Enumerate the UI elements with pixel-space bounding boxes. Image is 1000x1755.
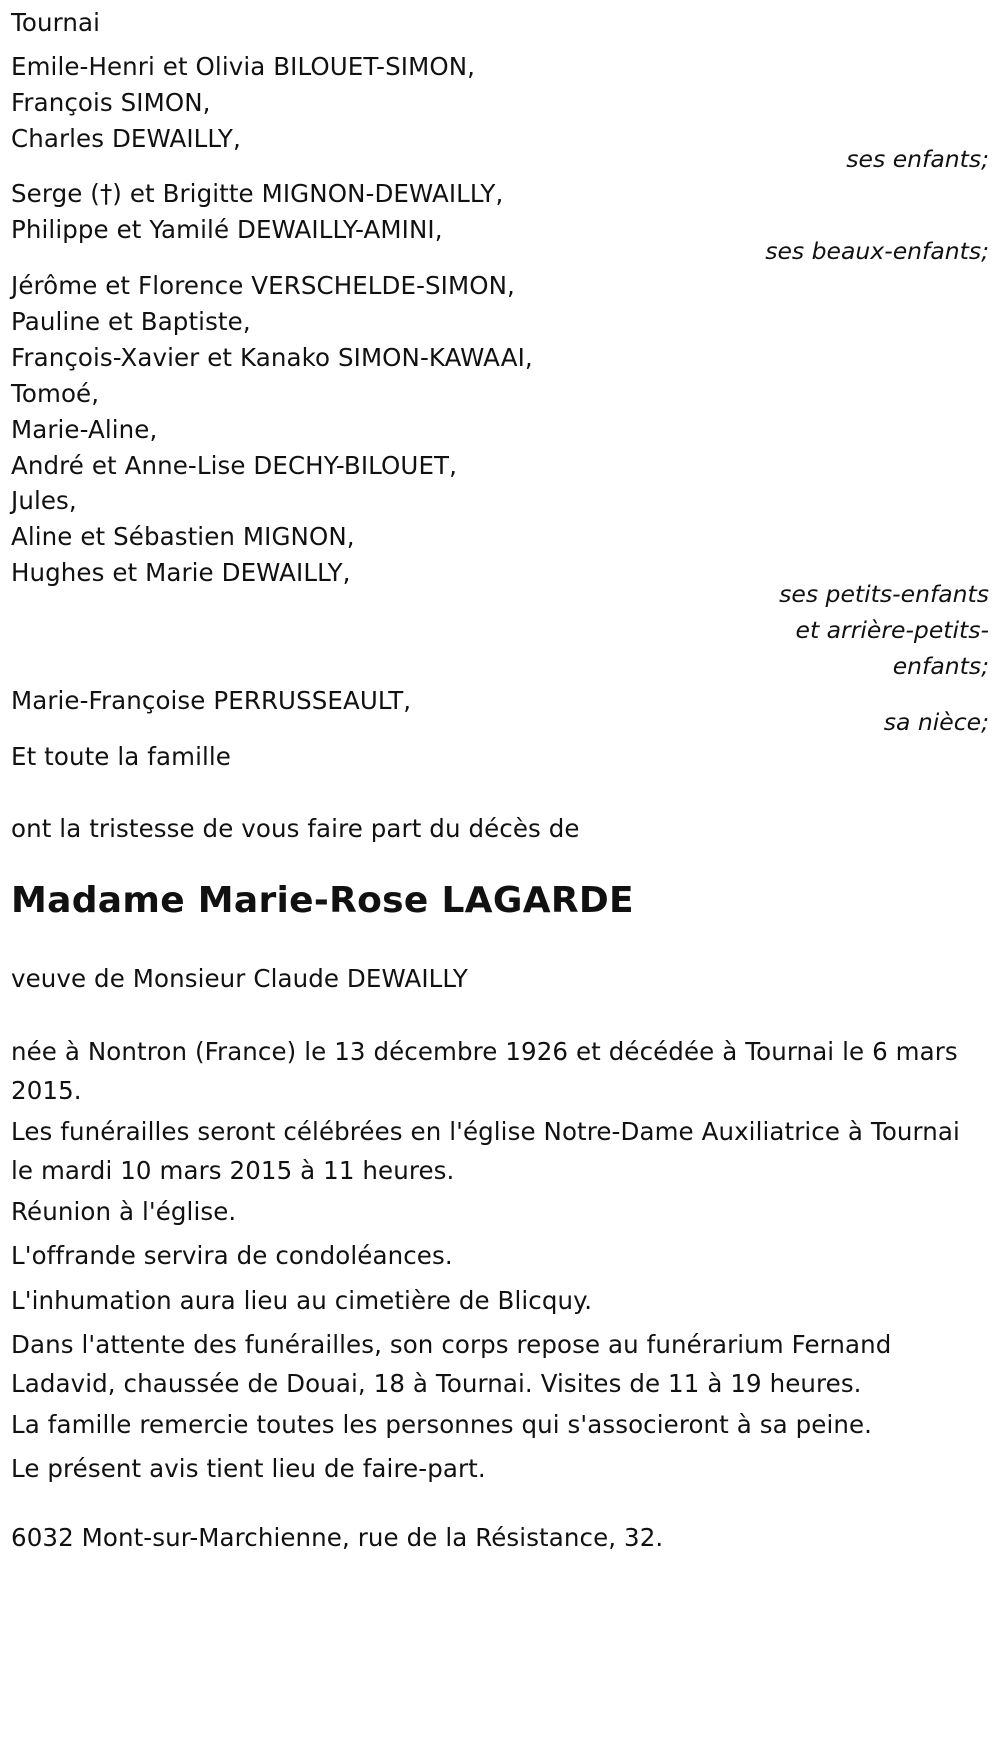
child-line: François SIMON,: [11, 88, 211, 117]
children-role: ses enfants;: [846, 145, 989, 173]
funeral-paragraph: Les funérailles seront célébrées en l'église Notre-Dame Auxiliatrice à Tournai le mardi 10 mars 2015 à 11 heures.: [11, 1117, 960, 1185]
deceased-name: Madame Marie-Rose LAGARDE: [11, 880, 634, 921]
announcement: ont la tristesse de vous faire part du décès de: [11, 814, 580, 843]
family-line: Et toute la famille: [11, 742, 231, 771]
child-line: Charles DEWAILLY,: [11, 124, 241, 153]
grandchild-line: Pauline et Baptiste,: [11, 307, 251, 336]
child-line: Emile-Henri et Olivia BILOUET-SIMON,: [11, 52, 476, 81]
grandchild-line: Marie-Aline,: [11, 415, 158, 444]
grandchild-line: François-Xavier et Kanako SIMON-KAWAAI,: [11, 343, 533, 372]
grandchildren-role: et arrière-petits-: [795, 616, 989, 644]
grandchild-line: Jules,: [11, 486, 77, 515]
in-law-line: Serge (†) et Brigitte MIGNON-DEWAILLY,: [11, 179, 504, 208]
meeting-paragraph: Réunion à l'église.: [11, 1197, 237, 1226]
notice-paragraph: Le présent avis tient lieu de faire-part.: [11, 1454, 486, 1483]
thanks-paragraph: La famille remercie toutes les personnes qui s'associeront à sa peine.: [11, 1410, 873, 1439]
grandchild-line: Tomoé,: [11, 379, 100, 408]
niece-role: sa nièce;: [883, 708, 989, 736]
widow-of: veuve de Monsieur Claude DEWAILLY: [11, 964, 468, 993]
grandchild-line: André et Anne-Lise DECHY-BILOUET,: [11, 451, 457, 480]
grandchildren-role: enfants;: [892, 652, 989, 680]
offering-paragraph: L'offrande servira de condoléances.: [11, 1241, 453, 1270]
city-heading: Tournai: [11, 8, 101, 37]
in-law-line: Philippe et Yamilé DEWAILLY-AMINI,: [11, 215, 443, 244]
grandchild-line: Jérôme et Florence VERSCHELDE-SIMON,: [11, 271, 515, 300]
grandchildren-role: ses petits-enfants: [779, 580, 989, 608]
grandchild-line: Aline et Sébastien MIGNON,: [11, 522, 355, 551]
funerarium-paragraph: Dans l'attente des funérailles, son corps repose au funérarium Fernand Ladavid, chaussée de Douai, 18 à Tournai. Visites de 11 à 19 heures.: [11, 1330, 892, 1398]
grandchild-line: Hughes et Marie DEWAILLY,: [11, 558, 351, 587]
niece-line: Marie-Françoise PERRUSSEAULT,: [11, 686, 412, 715]
burial-paragraph: L'inhumation aura lieu au cimetière de Blicquy.: [11, 1286, 593, 1315]
address-line: 6032 Mont-sur-Marchienne, rue de la Résistance, 32.: [11, 1523, 664, 1552]
in-laws-role: ses beaux-enfants;: [765, 237, 989, 265]
birth-death-paragraph: née à Nontron (France) le 13 décembre 1926 et décédée à Tournai le 6 mars 2015.: [11, 1037, 958, 1105]
